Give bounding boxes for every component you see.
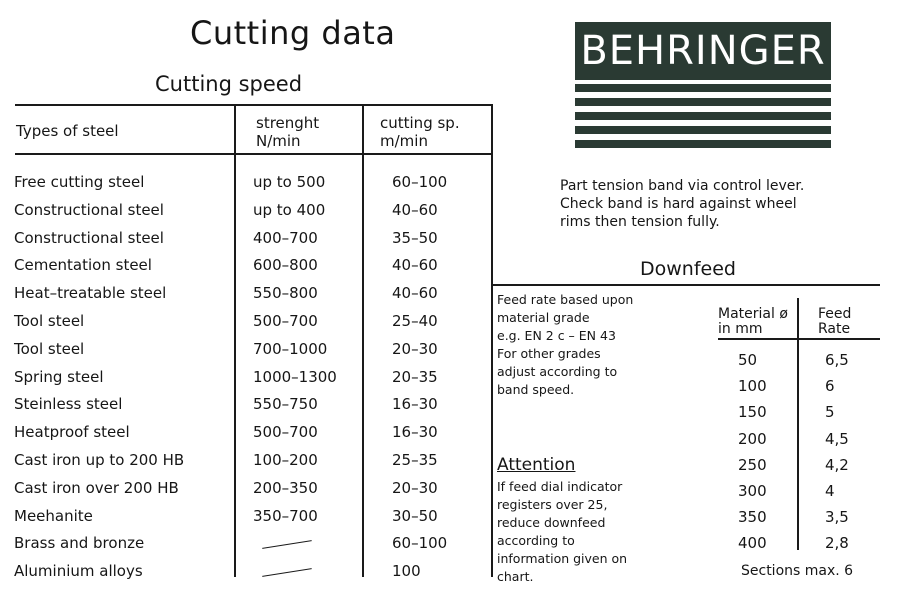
- row-steel-type: Meehanite: [14, 506, 93, 525]
- downfeed-title: Downfeed: [640, 258, 736, 280]
- tension-note: [560, 177, 804, 231]
- row-cutting-speed: 40–60: [392, 256, 438, 275]
- logo-stripe: [575, 112, 831, 120]
- no-value-stroke: [262, 568, 312, 577]
- downfeed-top-border: [491, 284, 880, 286]
- header-cutting-speed: [380, 114, 460, 150]
- header-strength-line1: strenght: [256, 114, 320, 132]
- table-divider-2: [362, 104, 364, 577]
- logo-stripe: [575, 126, 831, 134]
- row-cutting-speed: 25–40: [392, 312, 438, 330]
- logo-stripe: [575, 140, 831, 148]
- row-cutting-speed: 20–35: [392, 367, 438, 386]
- header-speed-line1: cutting sp.: [380, 114, 460, 132]
- row-steel-type: Heat–treatable steel: [14, 284, 167, 303]
- header-strength-line2: N/min: [256, 132, 301, 150]
- table-divider-3: [491, 104, 493, 577]
- row-feed-rate: 6,5: [825, 351, 849, 369]
- row-strength: 550–800: [253, 284, 318, 303]
- table-divider-1: [234, 104, 236, 577]
- row-strength: 500–700: [253, 423, 318, 442]
- row-cutting-speed: 20–30: [392, 478, 438, 497]
- row-strength: 700–1000: [253, 339, 328, 358]
- header-material-line2: in mm: [718, 321, 763, 337]
- row-steel-type: Tool steel: [14, 312, 85, 330]
- row-feed-rate: 3,5: [825, 508, 849, 527]
- row-feed-rate: 6: [825, 377, 835, 396]
- header-feed-rate: [818, 307, 851, 337]
- header-strength: [256, 114, 319, 150]
- sections-note: Sections max. 6: [741, 563, 854, 579]
- header-types-of-steel: Types of steel: [16, 122, 119, 140]
- row-cutting-speed: 16–30: [392, 423, 438, 442]
- row-cutting-speed: 16–30: [392, 395, 438, 414]
- row-cutting-speed: 30–50: [392, 506, 438, 525]
- row-steel-type: Constructional steel: [14, 200, 164, 219]
- row-material-diameter: 200: [738, 429, 767, 448]
- page-title: Cutting data: [190, 14, 396, 52]
- row-steel-type: Cast iron over 200 HB: [14, 478, 179, 497]
- header-material: [718, 307, 788, 337]
- row-strength: 600–800: [253, 256, 318, 275]
- row-steel-type: Steinless steel: [14, 395, 123, 414]
- attention-line: reduce downfeed: [497, 515, 606, 530]
- row-material-diameter: 350: [738, 508, 767, 527]
- behringer-logo: [575, 22, 831, 80]
- description-line: For other grades: [497, 346, 601, 361]
- row-steel-type: Cast iron up to 200 HB: [14, 451, 185, 469]
- header-feed-line2: Rate: [818, 321, 851, 337]
- row-material-diameter: 400: [738, 534, 767, 553]
- header-speed-line2: m/min: [380, 132, 428, 150]
- attention-title: Attention: [497, 455, 576, 475]
- downfeed-header-border: [718, 338, 880, 340]
- description-line: e.g. EN 2 c – EN 43: [497, 328, 616, 343]
- header-feed-line1: Feed: [818, 306, 852, 322]
- attention-line: If feed dial indicator: [497, 479, 623, 494]
- row-material-diameter: 300: [738, 482, 767, 500]
- tension-note-line: Check band is hard against wheel: [560, 196, 797, 212]
- row-feed-rate: 5: [825, 403, 835, 422]
- attention-line: registers over 25,: [497, 497, 608, 512]
- row-strength: 550–750: [253, 395, 318, 414]
- row-steel-type: Spring steel: [14, 367, 104, 386]
- description-line: material grade: [497, 310, 590, 325]
- row-cutting-speed: 20–30: [392, 339, 438, 358]
- row-steel-type: Aluminium alloys: [14, 562, 143, 581]
- row-feed-rate: 4: [825, 482, 835, 500]
- row-feed-rate: 2,8: [825, 534, 849, 553]
- row-cutting-speed: 100: [392, 562, 421, 581]
- page-subtitle: Cutting speed: [155, 72, 303, 96]
- row-feed-rate: 4,5: [825, 429, 849, 448]
- row-steel-type: Heatproof steel: [14, 423, 130, 442]
- logo-stripe: [575, 84, 831, 92]
- row-cutting-speed: 40–60: [392, 284, 438, 303]
- tension-note-line: Part tension band via control lever.: [560, 178, 805, 194]
- header-material-line1: Material ø: [718, 306, 788, 322]
- row-strength: up to 400: [253, 200, 326, 219]
- description-line: band speed.: [497, 382, 575, 397]
- attention-line: chart.: [497, 569, 534, 584]
- row-material-diameter: 50: [738, 351, 758, 369]
- row-cutting-speed: 60–100: [392, 173, 448, 191]
- description-line: adjust according to: [497, 364, 618, 379]
- no-value-stroke: [262, 540, 312, 549]
- attention-text: [497, 478, 627, 586]
- row-strength: 200–350: [253, 478, 318, 497]
- row-cutting-speed: 40–60: [392, 200, 438, 219]
- row-strength: 500–700: [253, 312, 318, 330]
- row-material-diameter: 150: [738, 403, 767, 422]
- row-cutting-speed: 35–50: [392, 228, 438, 247]
- description-line: Feed rate based upon: [497, 292, 634, 307]
- row-steel-type: Tool steel: [14, 339, 85, 358]
- row-strength: up to 500: [253, 173, 326, 191]
- logo-stripe: [575, 98, 831, 106]
- tension-note-line: rims then tension fully.: [560, 214, 720, 230]
- row-strength: 100–200: [253, 451, 318, 469]
- attention-line: information given on: [497, 551, 628, 566]
- downfeed-divider: [797, 298, 799, 550]
- row-steel-type: Constructional steel: [14, 228, 164, 247]
- row-strength: 350–700: [253, 506, 318, 525]
- attention-line: according to: [497, 533, 575, 548]
- row-feed-rate: 4,2: [825, 455, 849, 474]
- row-cutting-speed: 60–100: [392, 534, 448, 553]
- table-header-border: [15, 153, 492, 155]
- row-cutting-speed: 25–35: [392, 451, 438, 469]
- row-material-diameter: 100: [738, 377, 767, 396]
- row-steel-type: Brass and bronze: [14, 534, 145, 553]
- row-material-diameter: 250: [738, 455, 767, 474]
- row-strength: 1000–1300: [253, 367, 337, 386]
- table-top-border: [15, 104, 492, 106]
- row-steel-type: Cementation steel: [14, 256, 152, 275]
- downfeed-description: [497, 291, 633, 399]
- row-steel-type: Free cutting steel: [14, 173, 145, 191]
- logo-text: BEHRINGER: [580, 28, 826, 74]
- row-strength: 400–700: [253, 228, 318, 247]
